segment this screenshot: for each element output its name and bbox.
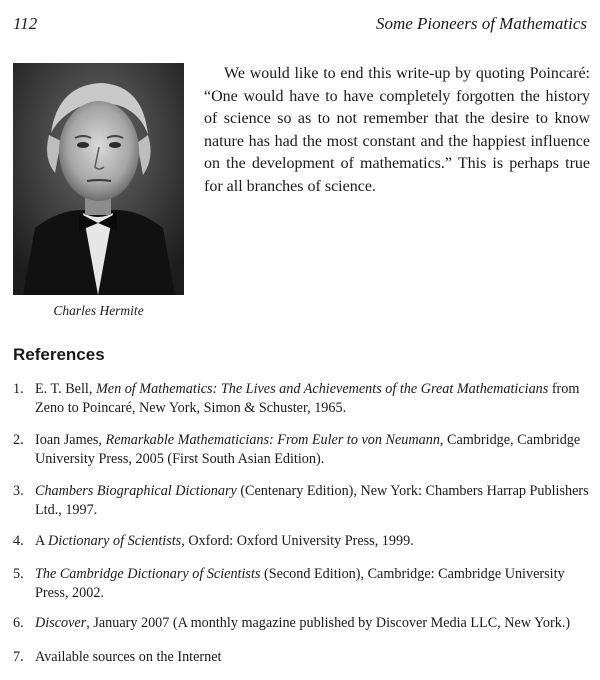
running-title: Some Pioneers of Mathematics	[375, 14, 587, 33]
page-header	[13, 14, 587, 36]
page-number: 112	[13, 14, 38, 33]
hermite-portrait	[13, 63, 184, 295]
reference-item: 7. Available sources on the Internet	[13, 649, 222, 665]
reference-item: 6. Discover, January 2007 (A monthly magazine published by Discover Media LLC, New York.)	[13, 615, 571, 631]
reference-item: 5. The Cambridge Dictionary of Scientists (Second Edition), Cambridge: Cambridge University Press, 2002.	[13, 566, 565, 601]
reference-item: 3. Chambers Biographical Dictionary (Centenary Edition), New York: Chambers Harrap Publishers Ltd., 1997.	[13, 483, 589, 518]
reference-item: 4. A Dictionary of Scientists, Oxford: Oxford University Press, 1999.	[13, 533, 414, 549]
portrait-image	[13, 63, 184, 295]
references-heading: References	[13, 345, 105, 364]
figure-caption: Charles Hermite	[53, 303, 144, 318]
closing-quote-paragraph: We would like to end this write-up by quoting Poincaré: “One would have to have completely forgotten the history of science so as to not remember that the desire to know nature has had the most constant and the happiest influence on the development of mathematics.” This is perhaps true for all branches of science.	[204, 65, 590, 195]
reference-item: 2. Ioan James, Remarkable Mathematicians: From Euler to von Neumann, Cambridge, Cambridge University Press, 2005 (First South Asian Edition).	[13, 432, 581, 467]
reference-item: 1. E. T. Bell, Men of Mathematics: The Lives and Achievements of the Great Mathematicians from Zeno to Poincaré, New York, Simon & Schuster, 1965.	[13, 381, 580, 416]
